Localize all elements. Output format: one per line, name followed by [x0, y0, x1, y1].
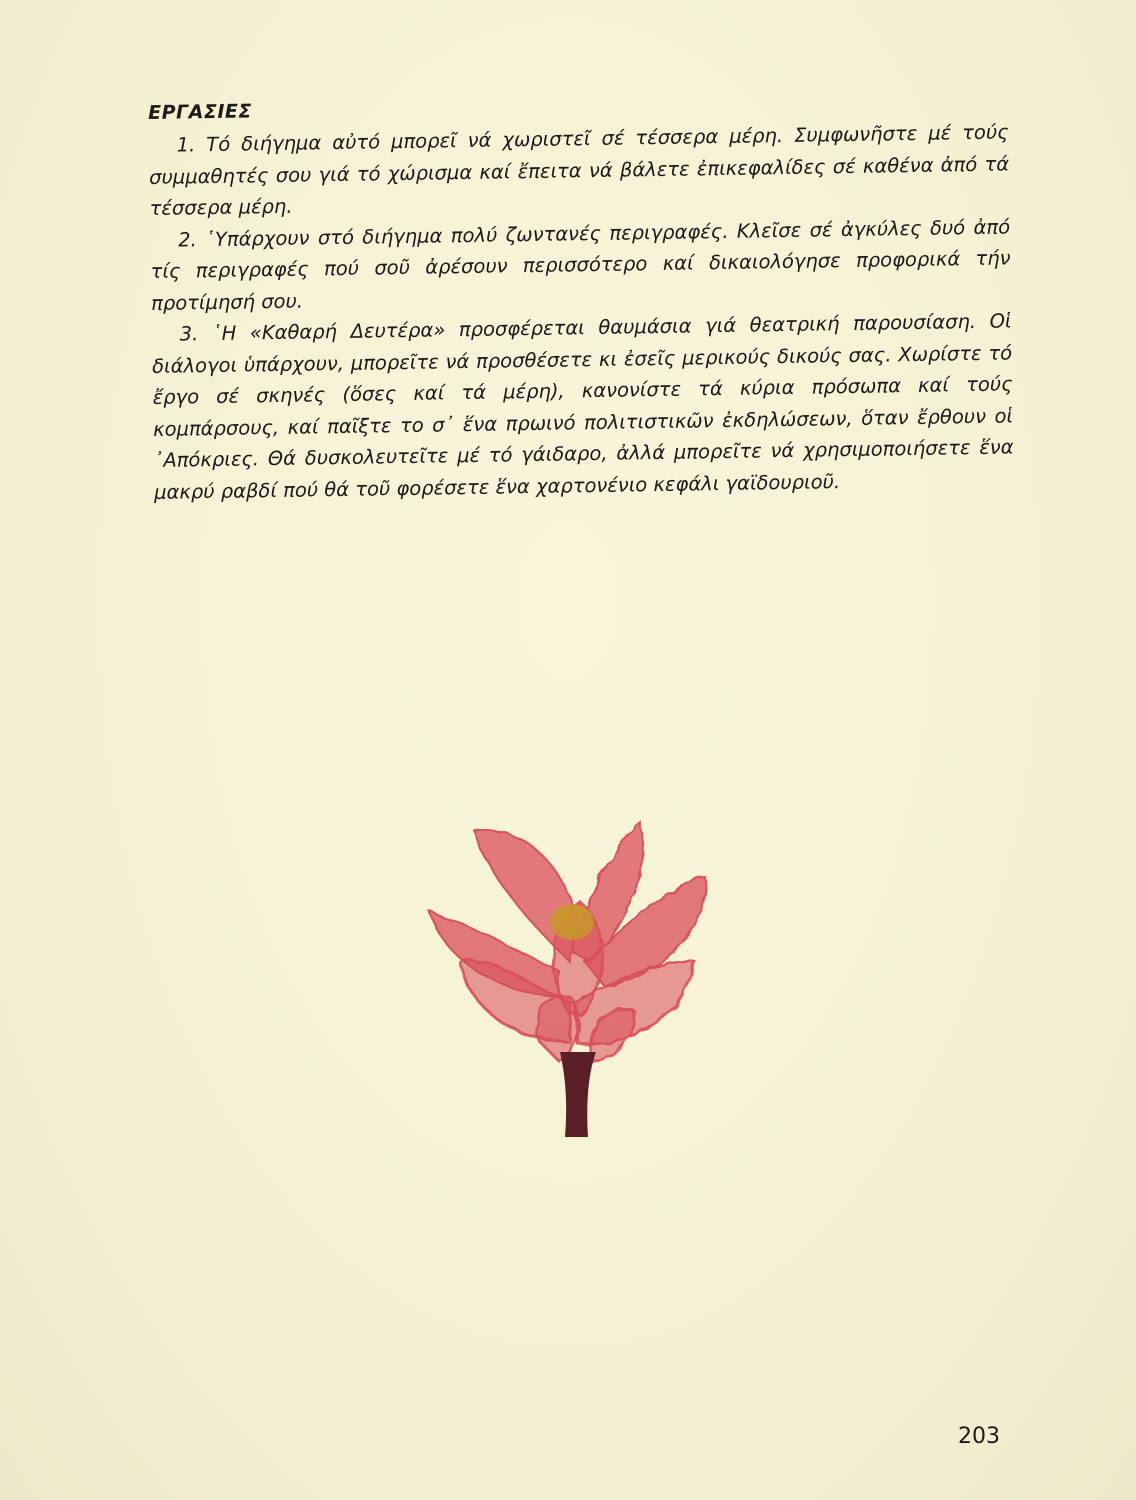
crocus-flower-illustration: [420, 812, 720, 1152]
exercise-number: 3.: [179, 322, 199, 346]
flower-center: [550, 904, 594, 940]
exercise-item: [148, 116, 1009, 224]
exercises-section: [148, 88, 1014, 507]
page-number: 203: [958, 1424, 1000, 1449]
section-heading: ΕΡΓΑΣΙΕΣ: [148, 100, 253, 124]
exercise-text: Τό διήγημα αὐτό μπορεῖ νά χωριστεῖ σέ τέσσερα μέρη. Συμφωνῆστε μέ τούς συμμαθητές σου γιά τό χώρισμα καί ἔπειτα νά βάλετε ἐπικεφαλίδες σέ καθένα ἀπό τά τέσσερα μέρη.: [148, 120, 1010, 220]
exercise-text: ῾Υπάρχουν στό διήγημα πολύ ζωντανές περιγραφές. Κλεῖσε σέ ἀγκύλες δυό ἀπό τίς περιγραφές πού σοῦ ἀρέσουν περισσότερο καί δικαιολόγησε προφορικά τήν προτίμησή σου.: [150, 214, 1011, 315]
exercise-number: 2.: [177, 227, 197, 252]
flower-stem: [560, 1052, 596, 1137]
exercise-item: [151, 305, 1014, 507]
exercise-item: [150, 211, 1011, 319]
flower-petals: [430, 822, 705, 1062]
exercise-number: 1.: [176, 133, 196, 157]
exercise-text: ῾Η «Καθαρή Δευτέρα» προσφέρεται θαυμάσια γιά θεατρική παρουσίαση. Οἱ διάλογοι ὑπάρχουν, μπορεῖτε νά προσθέσετε κι ἐσεῖς μερικούς δικούς σας. Χωρίστε τό ἔργο σέ σκηνές (ὅσες καί τά μέρη), κανονίστε τά κύρια πρόσωπα καί τούς κομπάρσους, καί παῖξτε το σ᾿ ἕνα πρωινό πολιτιστικῶν ἐκδηλώσεων, ὅταν ἔρθουν οἱ ᾿Απόκριες. Θά δυσκολευτεῖτε μέ τό γάιδαρο, ἀλλά μπορεῖτε νά χρησιμοποιήσετε ἕνα μακρύ ραβδί πού θά τοῦ φορέσετε ἕνα χαρτονένιο κεφάλι γαϊδουριοῦ.: [151, 309, 1014, 504]
